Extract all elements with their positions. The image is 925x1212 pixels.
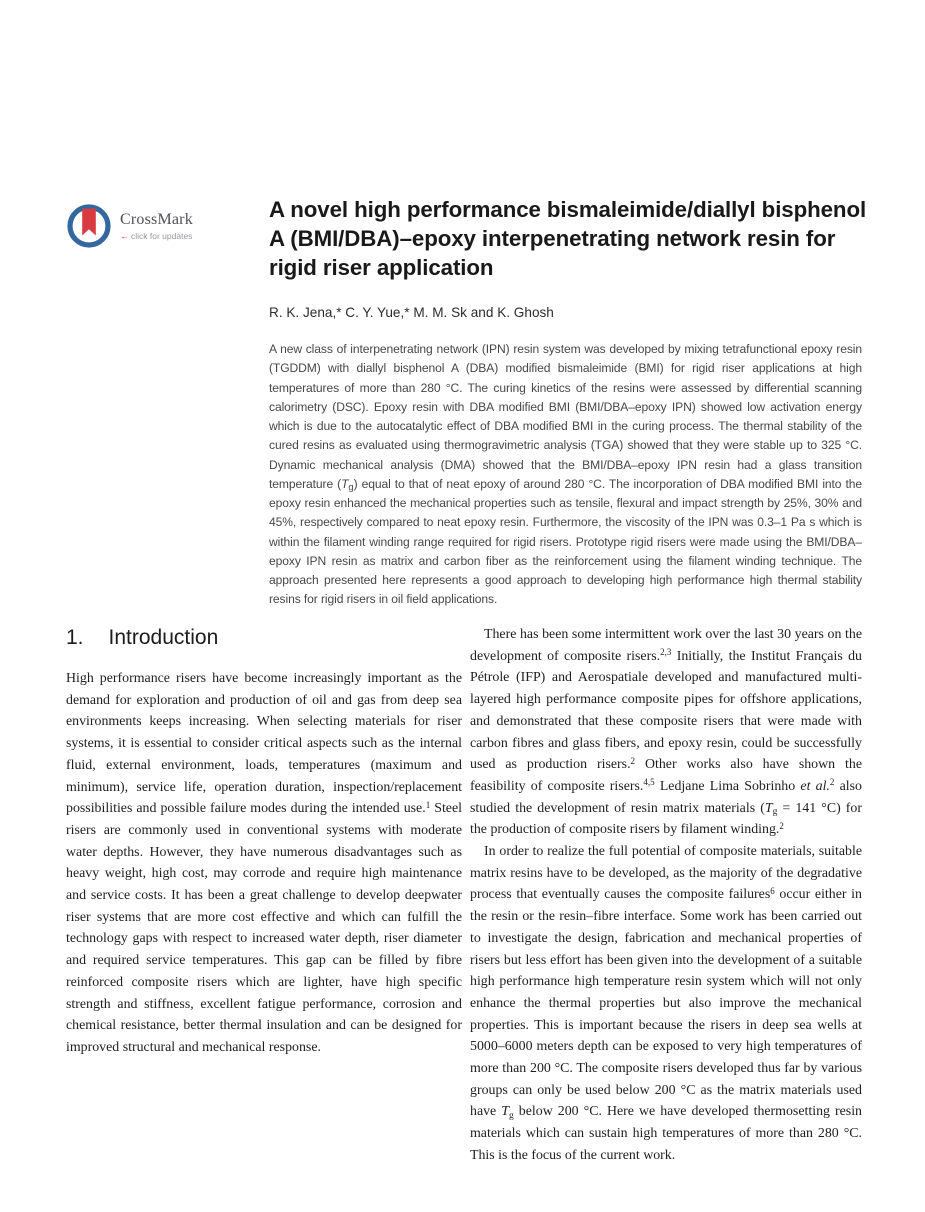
section-heading-introduction (66, 626, 462, 650)
crossmark-badge[interactable] (66, 202, 193, 249)
crossmark-text-block (120, 211, 193, 241)
body-paragraph: There has been some intermittent work over the last 30 years on the development of composite risers.$^{2,3}$ Initially, the Institut Français du Pétrole (IFP) and Aerospatiale developed and manufactured multi-layered high performance composite pipes for offshore applications, and demonstrated that these composite risers that were made with carbon fibres and glass fibers, and epoxy resin, could be successfully used as production risers.$^2$ Other works also have shown the feasibility of composite risers.$^{4,5}$ Ledjane Lima Sobrinho et al.$^2$ also studied the development of resin matrix materials (Tg = 141 °C) for the production of composite risers by filament winding.$^2$ (470, 627, 862, 838)
left-column (66, 624, 462, 1059)
click-arrow-icon: ← (120, 230, 129, 241)
article-authors: R. K. Jena,* C. Y. Yue,* M. M. Sk and K. Ghosh (269, 305, 554, 320)
crossmark-tagline (120, 231, 193, 241)
crossmark-tagline-label: click for updates (131, 230, 193, 241)
section-number: 1. (66, 626, 84, 649)
right-column (470, 624, 862, 1167)
crossmark-wordmark: CrossMark (120, 210, 193, 228)
abstract-text: A new class of interpenetrating network (IPN) resin system was developed by mixing tetrafunctional epoxy resin (TGDDM) with diallyl bisphenol A (DBA) modified bismaleimide (BMI) for rigid riser applications at high temperatures of more than 280 °C. The curing kinetics of the resins were assessed by differential scanning calorimetry (DSC). Epoxy resin with DBA modified BMI (BMI/DBA–epoxy IPN) showed low activation energy which is due to the autocatalytic effect of DBA modified BMI in the curing process. The thermal stability of the cured resins as evaluated using thermogravimetric analysis (TGA) showed that they were stable up to 325 °C. Dynamic mechanical analysis (DMA) showed that the BMI/DBA–epoxy IPN resin had a glass transition temperature $(T_g)$ equal to that of neat epoxy of around 280 °C. The incorporation of DBA modified BMI into the epoxy resin enhanced the mechanical properties such as tensile, flexural and impact strength by 25%, 30% and 45%, respectively compared to neat epoxy resin. Furthermore, the viscosity of the IPN was 0.3–1 Pa s which is within the filament winding range required for rigid risers. Prototype rigid risers were made using the BMI/DBA–epoxy IPN resin as matrix and carbon fiber as the reinforcement using the filament winding technique. The approach presented here represents a good approach to developing high performance high thermal stability resins for rigid risers in oil field applications. (269, 342, 862, 607)
body-paragraph: In order to realize the full potential of composite materials, suitable matrix resins have to be developed, as the majority of the degradative process that eventually causes the composite failures$^6$ occur either in the resin or the resin–fibre interface. Some work has been carried out to investigate the design, fabrication and mechanical properties of risers but less effort has been given into the development of a suitable high performance high temperature resin system which will not only enhance the thermal properties but also improve the mechanical properties. This is important because the risers in deep sea wells at 5000–6000 meters depth can be exposed to very high temperatures of more than 200 °C. The composite risers developed thus far by various groups can only be used below 200 °C as the matrix materials used have Tg below 200 °C. Here we have developed thermosetting resin materials which can sustain high temperatures of more than 280 °C. This is the focus of the current work. (470, 844, 863, 1163)
section-label: Introduction (108, 626, 219, 649)
article-title: A novel high performance bismaleimide/diallyl bisphenol A (BMI/DBA)–epoxy interpenetrating network resin for rigid riser application (269, 197, 867, 280)
body-paragraph: High performance risers have become increasingly important as the demand for exploration and production of oil and gas from deep sea environments keeps increasing. When selecting materials for riser systems, it is essential to consider critical aspects such as the internal fluid, external environment, loads, temperatures (maximum and minimum), service life, operation duration, inspection/replacement possibilities and possible failure modes during the intended use.$^1$ Steel risers are commonly used in conventional systems with moderate water depths. However, they have numerous disadvantages such as heavy weight, high cost, may corrode and require high maintenance and service costs. It has been a great challenge to develop deepwater riser systems that are more cost effective and which can fulfill the technology gaps with respect to increased water depth, riser diameter and required service temperatures. This gap can be filled by fibre reinforced composite risers which are lighter, have high specific strength and stiffness, excellent fatigue performance, corrosion and chemical resistance, better thermal insulation and can be designed for improved structural and mechanical response. (66, 671, 462, 1055)
crossmark-icon (66, 202, 112, 249)
